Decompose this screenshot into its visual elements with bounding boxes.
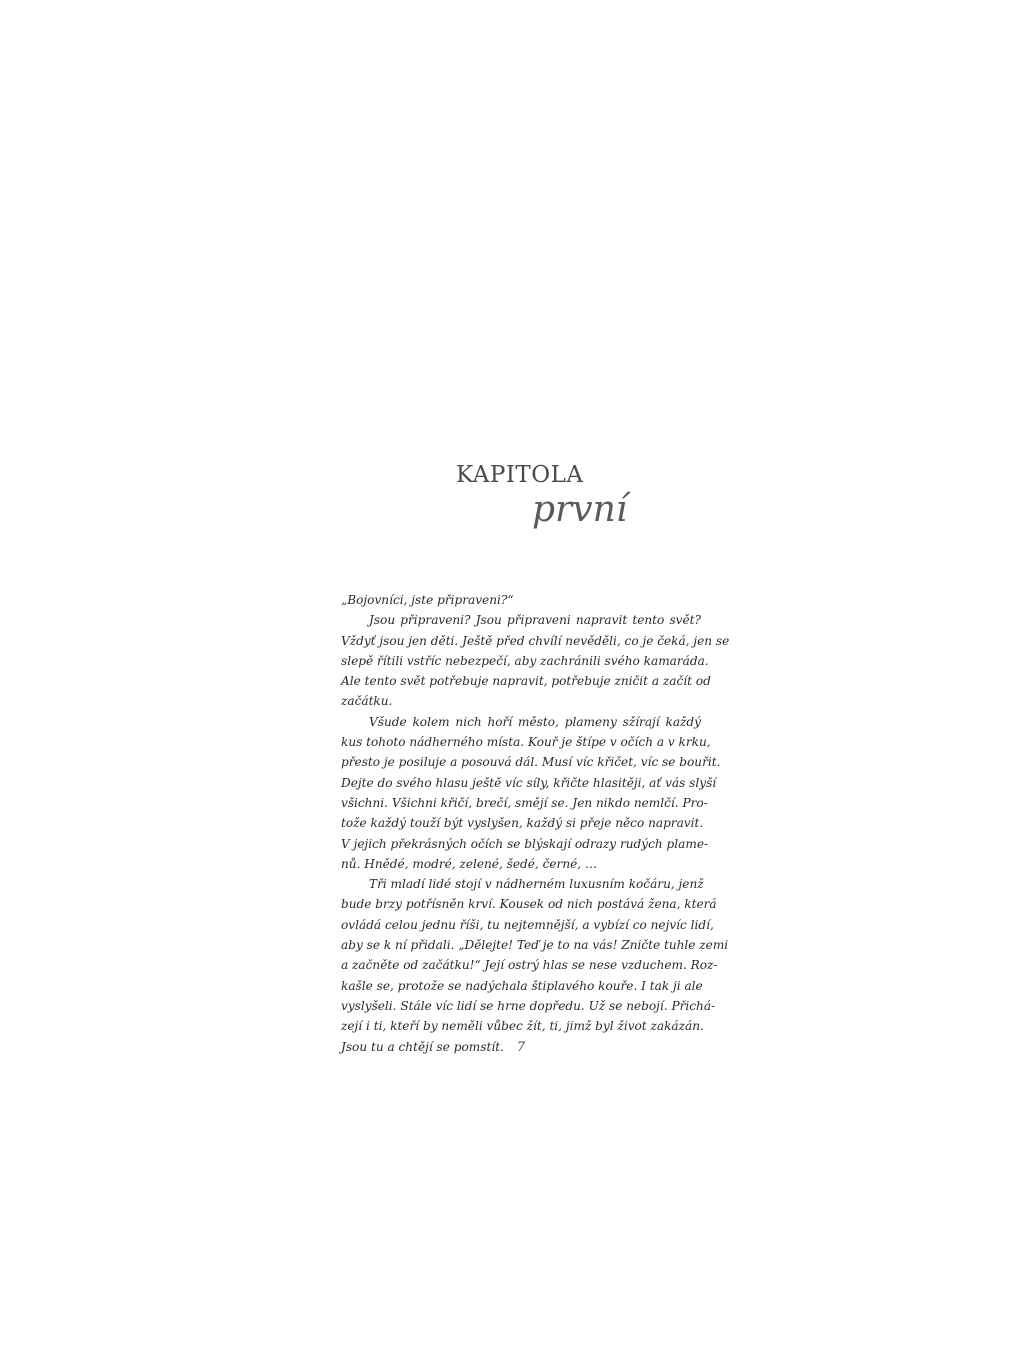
- text-line: zejí i ti, kteří by neměli vůbec žít, ti, jimž byl život zakázán.: [341, 1019, 704, 1034]
- text-line: Vždyť jsou jen děti. Ještě před chvílí nevěděli, co je čeká, jen se: [341, 633, 730, 648]
- text-line: Jsou tu a chtějí se pomstít.: [341, 1039, 504, 1054]
- text-line: vyslyšeli. Stále víc lidí se hrne dopředu. Už se nebojí. Přichá-: [341, 998, 716, 1013]
- text-line: přesto je posiluje a posouvá dál. Musí víc křičet, víc se bouřit.: [341, 755, 721, 770]
- text-line: začátku.: [341, 694, 393, 709]
- text-line: všichni. Všichni křičí, brečí, smějí se. Jen nikdo nemlčí. Pro-: [341, 795, 708, 810]
- text-line: a začněte od začátku!“ Její ostrý hlas se nese vzduchem. Roz-: [341, 958, 718, 973]
- text-line: tože každý touží být vyslyšen, každý si přeje něco napravit.: [341, 816, 704, 831]
- chapter-label: KAPITOLA: [456, 462, 584, 488]
- text-line: „Bojovníci, jste připraveni?“: [341, 593, 514, 607]
- text-line: Jsou připraveni? Jsou připraveni napravit tento svět?: [369, 613, 701, 628]
- page-number: 7: [516, 1040, 526, 1055]
- text-line: Všude kolem nich hoří město, plameny sžírají každý: [369, 714, 701, 729]
- text-line: aby se k ní přidali. „Dělejte! Teď je to na vás! Zničte tuhle zemi: [341, 938, 729, 953]
- text-line: Dejte do svého hlasu ještě víc síly, křičte hlasitěji, ať vás slyší: [341, 775, 717, 790]
- text-line: bude brzy potřísněn krví. Kousek od nich postává žena, která: [341, 897, 717, 912]
- text-line: ovládá celou jednu říši, tu nejtemnější, a vybízí co nejvíc lidí,: [341, 917, 714, 932]
- text-line: kašle se, protože se nadýchala štiplavého kouře. I tak ji ale: [341, 978, 703, 993]
- chapter-heading: [456, 458, 656, 530]
- text-line: Tři mladí lidé stojí v nádherném luxusním kočáru, jenž: [369, 877, 704, 892]
- text-line: Ale tento svět potřebuje napravit, potřebuje zničit a začít od: [341, 674, 711, 689]
- text-line: kus tohoto nádherného místa. Kouř je štípe v očích a v krku,: [341, 735, 711, 750]
- text-line: slepě řítili vstříc nebezpečí, aby zachránili svého kamaráda.: [341, 653, 709, 668]
- text-line: V jejich překrásných očích se blýskají odrazy rudých plame-: [341, 836, 709, 851]
- chapter-body-text: [341, 590, 730, 1057]
- chapter-number-word: první: [532, 489, 628, 530]
- text-line: nů. Hnědé, modré, zelené, šedé, černé, …: [341, 856, 598, 871]
